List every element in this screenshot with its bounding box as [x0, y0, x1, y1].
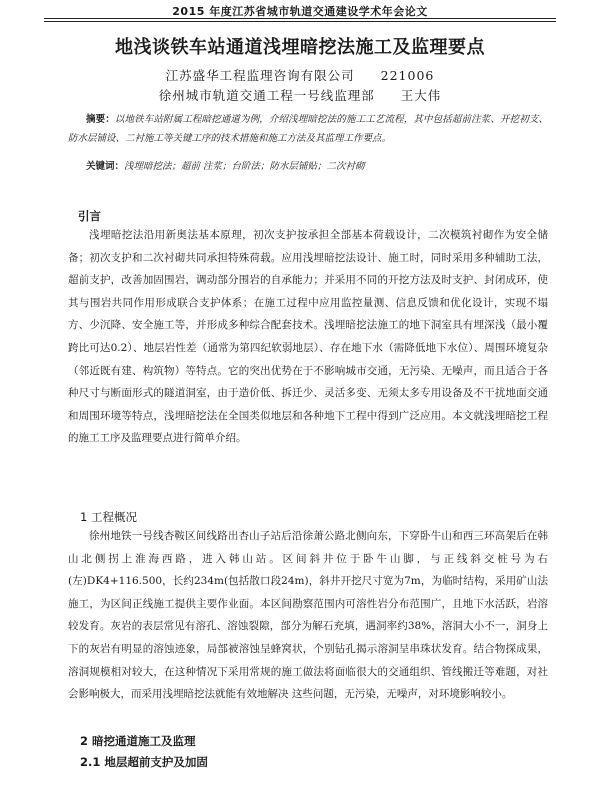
- keywords-text: 浅埋暗挖法；超前 注浆；台阶法；防水层铺贴；二次衬砌: [124, 161, 365, 172]
- affiliation-dept: 徐州城市轨道交通工程一号线监理部: [158, 88, 375, 103]
- header-rule-thin: [44, 21, 556, 22]
- paper-title: 地浅谈铁车站通道浅埋暗挖法施工及监理要点: [115, 37, 485, 58]
- abstract-label: 摘要：: [86, 114, 115, 125]
- section-heading-2: 2 暗挖通道施工及监理: [80, 734, 196, 748]
- running-head: 2015 年度江苏省城市轨道交通建设学术年会论文: [172, 5, 428, 18]
- header-rule: [44, 18, 556, 19]
- keywords: [86, 158, 548, 172]
- affiliation-org: 江苏盛华工程监理咨询有限公司: [165, 68, 355, 83]
- section-heading-1: 1 工程概况: [80, 510, 137, 524]
- abstract: [68, 110, 548, 148]
- author-name-line: [0, 86, 600, 104]
- section-heading-intro: 引言: [78, 209, 101, 223]
- author-affiliation-line: [0, 66, 600, 84]
- project-overview-paragraph: 徐州地铁一号线杏鞍区间线路出杏山子站后沿徐萧公路北侧向东，下穿卧牛山和西三环高架后在韩山北侧拐上淮海西路，进入韩山站。区间斜井位于卧牛山脚，与正线斜交桩号为右(左)DK4+116.500，长约234m(包括散口段24m)，斜井开挖尺寸宽为7m，为临时结构，采用矿山法施工，为区间正线施工提供主要作业面。本区间勘察范围内可溶性岩分布范围广，且地下水活跃，岩溶较发育。灰岩的表层常见有溶孔、溶蚀裂隙，部分为解石充填，遇洞率约38%，溶洞大小不一，洞身上下的灰岩有明显的溶蚀迹象，局部被溶蚀呈蜂窝状，个别钻孔揭示溶洞呈串珠状发育。结合物探成果，溶洞规模相对较大，在这种情况下采用常规的施工做法将面临很大的交通组织、管线搬迁等难题，对社会影响极大，而采用浅埋暗挖法就能有效地解决 这些问题，无污染，无噪声，对环境影响较小。: [68, 530, 548, 701]
- abstract-text: 以地铁车站附属工程暗挖通道为例，介绍浅埋暗挖法的施工工艺流程，其中包括超前注浆、开挖初支、防水层铺设、二衬施工等关键工序的技术措施和施工方法及其监理工作要点。: [68, 114, 548, 144]
- intro-paragraph: 浅埋暗挖法沿用新奥法基本原理，初次支护按承担全部基本荷载设计，二次模筑衬砌作为安全储备；初次支护和二次衬砌共同承担特殊荷载。应用浅埋暗挖法设计、施工时，同时采用多种辅助工法，超前支护，改善加固围岩，调动部分围岩的自承能力；并采用不同的开挖方法及时支护、封闭成环，使其与围岩共同作用形成联合支护体系；在施工过程中应用监控量测、信息反馈和优化设计，实现不塌方、少沉降、安全施工等，并形成多种综合配套技术。浅埋暗挖法施工的地下洞室具有埋深浅（最小覆跨比可达0.2）、地层岩性差（通常为第四纪软弱地层）、存在地下水（需降低地下水位）、周围环境复杂（邻近既有建、构筑物）等特点。它的突出优势在于不影响城市交通，无污染、无噪声，而且适合于各种尺寸与断面形式的隧道洞室，由于造价低、拆迁少、灵活多变、无须太多专用设备及不干扰地面交通和周围环境等特点，浅埋暗挖法在全国类似地层和各种地下工程中得到广泛应用。本文就浅埋暗挖工程的施工工序及监理要点进行简单介绍。: [68, 229, 548, 445]
- keywords-label: 关键词：: [86, 161, 125, 172]
- subsection-heading-2-1: 2.1 地层超前支护及加固: [80, 755, 208, 769]
- author-name: 王大伟: [400, 88, 442, 103]
- affiliation-zip: 221006: [380, 68, 435, 83]
